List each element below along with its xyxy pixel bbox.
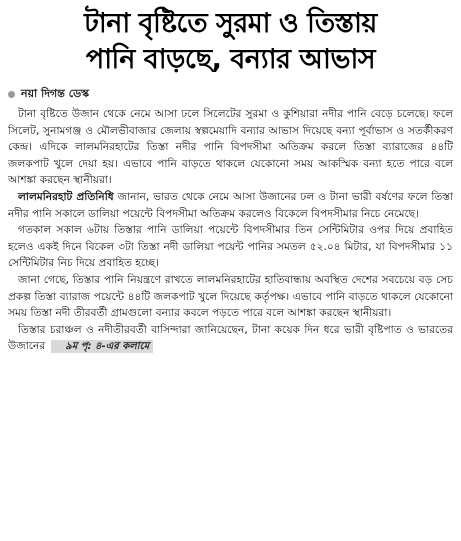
paragraph-1: টানা বৃষ্টিতে উজান থেকে নেমে আসা ঢলে সিলেটের সুরমা ও কুশিয়ারা নদীর পানি বেড়ে চলেছে। ফলে সিলেট, সুনামগঞ্জ ও মৌলভীবাজার জেলায় স্বল্পমেয়াদি বন্যার আভাস দিয়েছে বন্যা পূর্বাভাস ও সতর্কীকরণ কেন্দ্র। এদিকে লালমনিরহাটের তিস্তা নদীর পানি বিপদসীমা অতিক্রম করলে তিস্তা ব্যারাজের ৪৪টি জলকপাট খুলে দেয়া হয়। এভাবে পানি বাড়তে থাকলে যেকোনো সময় আকস্মিক বন্যা হতে পারে বলে আশঙ্কা করছেন স্থানীয়রা। <box>8 108 453 187</box>
correspondent-name: লালমনিরহাট প্রতিনিধি <box>18 190 114 203</box>
paragraph-5 <box>8 322 453 355</box>
paragraph-4: জানা গেছে, তিস্তার পানি নিয়ন্ত্রণে রাখতে লালমনিরহাটের হাতিবান্ধায় অবস্থিত দেশের সবচেয়ে বড় সেচ প্রকল্প তিস্তা ব্যারাজ পয়েন্টে ৪৪টি জলকপাট খুলে দিয়েছে কর্তৃপক্ষ। এভাবে পানি বাড়তে থাকলে যেকোনো সময় তিস্তা নদী তীরবর্তী গ্রামগুলো বন্যার কবলে পড়তে পারে বলে আশঙ্কা করছেন স্থানীয়রা। <box>8 273 453 320</box>
continuation-tag: ৯ম পৃ: ৪-এর কলামে <box>51 340 153 353</box>
paragraph-5-text: তিস্তার চরাঞ্চল ও নদীতীরবর্তী বাসিন্দারা জানিয়েছেন, টানা কয়েক দিন ধরে ভারী বৃষ্টিপাত ও ভারতের উজানের <box>8 323 453 353</box>
paragraph-2 <box>8 189 453 222</box>
headline <box>8 6 453 78</box>
paragraph-3: গতকাল সকাল ৬টায় তিস্তার পানি ডালিয়া পয়েন্টে বিপদসীমার তিন সেন্টিমিটার ওপর দিয়ে প্রবাহিত হলেও একই দিনে বিকেল ৩টা তিস্তা নদী ডালিয়া পয়েন্ট পানির সমতল ৫২.০৪ মিটার, যা বিপদসীমার ১১ সেন্টিমিটার নিচ দিয়ে প্রবাহিত হচ্ছে। <box>8 224 453 270</box>
byline <box>8 84 453 104</box>
paragraph-2-text: ভারত থেকে নেমে আসা উজানের ঢল ও টানা ভারী বর্ষণের ফলে তিস্তা নদীর পানি সকালে ডালিয়া পয়েন্টে বিপদসীমা অতিক্রম করলেও বিকেলে বিপদসীমার নিচে নেমেছে। <box>8 190 454 220</box>
correspondent-said: জানান, <box>113 190 154 203</box>
byline-text: নয়া দিগন্ত ডেস্ক <box>21 86 90 100</box>
article-body <box>8 106 453 355</box>
bullet-icon <box>8 91 15 98</box>
headline-line-1: টানা বৃষ্টিতে সুরমা ও তিস্তায় <box>84 8 377 39</box>
headline-line-2: পানি বাড়ছে, বন্যার আভাস <box>85 44 376 75</box>
